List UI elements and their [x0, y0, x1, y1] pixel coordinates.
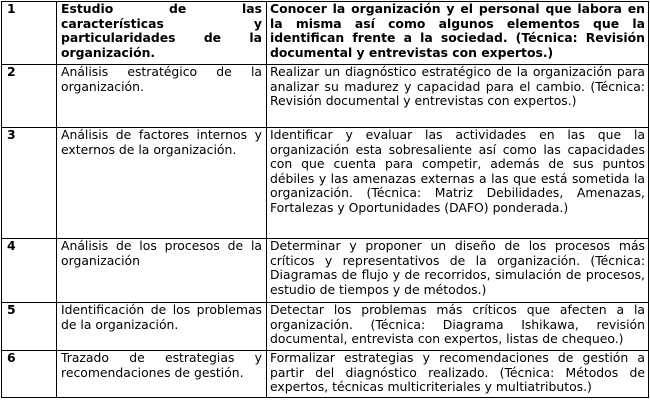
step-number: 4 — [2, 239, 57, 303]
table-row — [2, 2, 649, 65]
objective-cell: Detectar los problemas más críticos que afecten a la organización. (Técnica: Diagrama Ishikawa, revisión documental, entrevista con expertos, listas de chequeo.) — [267, 303, 649, 351]
table-row — [2, 303, 649, 351]
study-cell: Análisis estratégico de la organización. — [57, 65, 267, 128]
table-row — [2, 239, 649, 303]
methodology-table — [1, 1, 649, 398]
step-number: 1 — [2, 2, 57, 65]
objective-cell: Realizar un diagnóstico estratégico de la organización para analizar su madurez y capacidad para el cambio. (Técnica: Revisión documental y entrevistas con expertos.) — [267, 65, 649, 128]
table-row — [2, 65, 649, 128]
step-number: 3 — [2, 128, 57, 239]
objective-cell: Conocer la organización y el personal que labora en la misma así como algunos elementos que la identifican frente a la sociedad. (Técnica: Revisión documental y entrevistas con expertos.) — [267, 2, 649, 65]
study-cell: Análisis de factores internos y externos de la organización. — [57, 128, 267, 239]
study-cell: Análisis de los procesos de la organización — [57, 239, 267, 303]
step-number: 2 — [2, 65, 57, 128]
table-row — [2, 128, 649, 239]
objective-cell: Identificar y evaluar las actividades en las que la organización esta sobresaliente así como las capacidades con que cuenta para competir, además de sus puntos débiles y las amenazas externas a las que está sometida la organización. (Técnica: Matriz Debilidades, Amenazas, Fortalezas y Oportunidades (DAFO) ponderada.) — [267, 128, 649, 239]
study-cell: Estudio de las características y particularidades de la organización. — [57, 2, 267, 65]
objective-cell: Formalizar estrategias y recomendaciones de gestión a partir del diagnóstico realizado. (Técnica: Métodos de expertos, técnicas multicriteriales y multiatributos.) — [267, 351, 649, 398]
table-row — [2, 351, 649, 398]
study-cell: Trazado de estrategias y recomendaciones de gestión. — [57, 351, 267, 398]
step-number: 6 — [2, 351, 57, 398]
objective-cell: Determinar y proponer un diseño de los procesos más críticos y representativos de la organización. (Técnica: Diagramas de flujo y de recorridos, simulación de procesos, estudio de tiempos y de métodos.) — [267, 239, 649, 303]
step-number: 5 — [2, 303, 57, 351]
study-cell: Identificación de los problemas de la organización. — [57, 303, 267, 351]
